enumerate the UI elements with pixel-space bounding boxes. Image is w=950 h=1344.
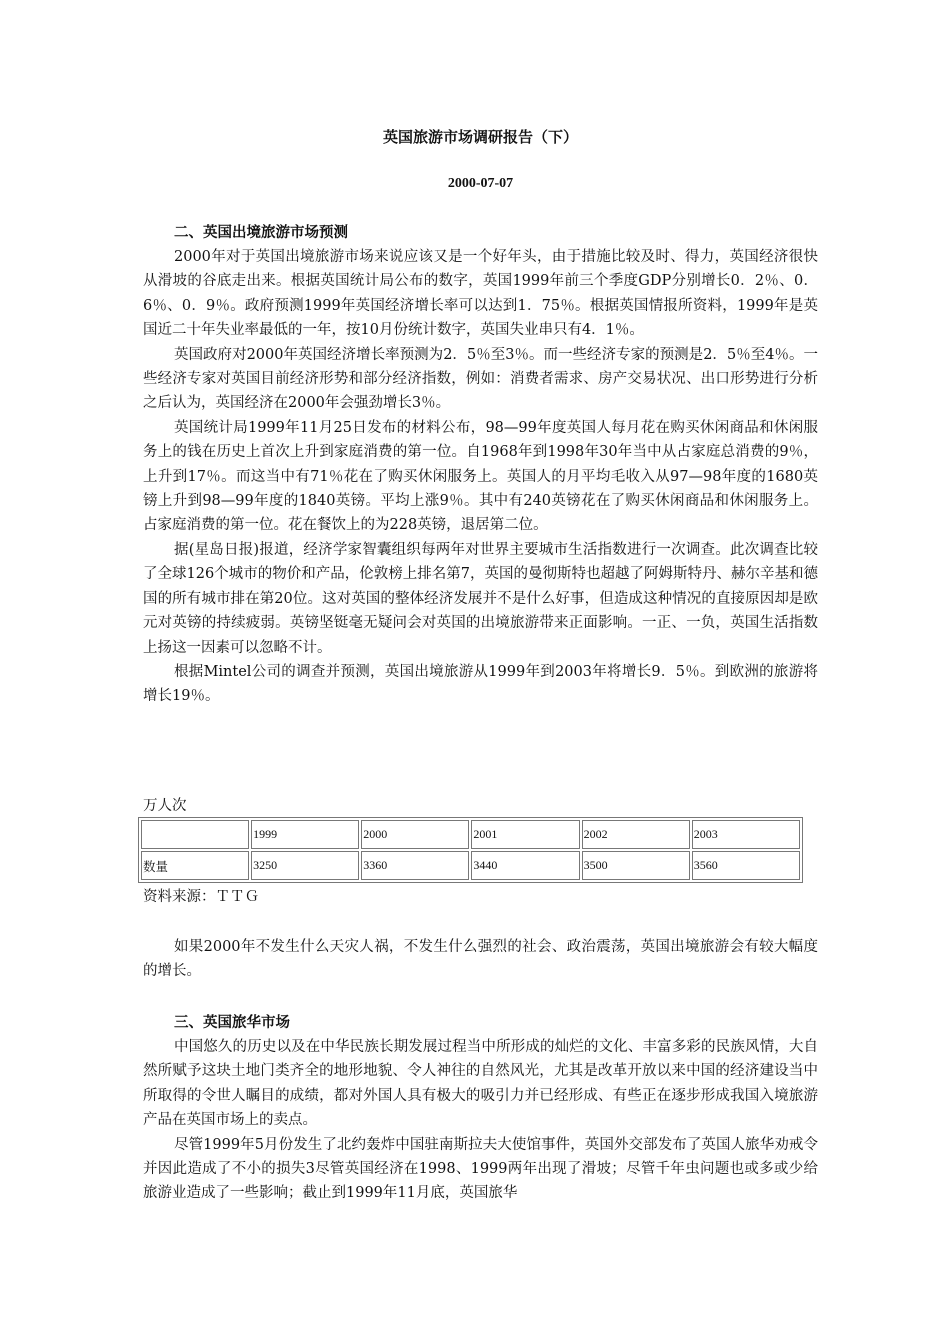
section-3-heading: 三、英国旅华市场: [174, 1014, 290, 1031]
table-header-row: [141, 820, 800, 849]
section-2-heading: 二、英国出境旅游市场预测: [174, 224, 348, 241]
table-cell: 2002: [582, 820, 690, 849]
table-cell: 3250: [251, 851, 359, 880]
table-source: 资料来源：ＴＴＧ: [143, 889, 259, 905]
outbound-forecast-table: [138, 817, 803, 883]
table-cell: 3440: [471, 851, 579, 880]
paragraph: 根据Mintel公司的调查并预测，英国出境旅游从1999年到2003年将增长9．5％。到欧洲的旅游将增长19％。: [143, 663, 818, 705]
document-title: 英国旅游市场调研报告（下）: [382, 128, 578, 146]
table-cell: [141, 820, 249, 849]
paragraph: 中国悠久的历史以及在中华民族长期发展过程当中所形成的灿烂的文化、丰富多彩的民族风情，大自然所赋予这块土地门类齐全的地形地貌、令人神往的自然风光，尤其是改革开放以来中国的经济建设当中所取得的令世人瞩目的成绩，都对外国人具有极大的吸引力并已经形成、有些正在逐步形成我国入境旅游产品在英国市场上的卖点。: [143, 1039, 818, 1129]
paragraph: 英国政府对2000年英国经济增长率预测为2．5％至3％。而一些经济专家的预测是2．5％至4％。一些经济专家对英国目前经济形势和部分经济指数，例如：消费者需求、房产交易状况、出口形势进行分析之后认为，英国经济在2000年会强劲增长3％。: [143, 346, 818, 412]
document-date: 2000-07-07: [447, 176, 514, 191]
paragraph: 英国统计局1999年11月25日发布的材料公布，98—99年度英国人每月花在购买休闲商品和休闲服务上的钱在历史上首次上升到家庭消费的第一位。自1968年到1998年30年当中从占家庭总消费的9％，上升到17％。而这当中有71％花在了购买休闲服务上。英国人的月平均毛收入从97—98年度的1680英镑上升到98—99年度的1840英镑。平均上涨9％。其中有240英镑花在了购买休闲商品和休闲服务上。占家庭消费的第一位。花在餐饮上的为228英镑，退居第二位。: [143, 419, 818, 534]
paragraph: 尽管1999年5月份发生了北约轰炸中国驻南斯拉夫大使馆事件，英国外交部发布了英国人旅华劝戒令并因此造成了不小的损失3尽管英国经济在1998、1999两年出现了滑坡；尽管千年虫问题也或多或少给旅游业造成了一些影响；截止到1999年11月底，英国旅华: [143, 1136, 818, 1202]
table-cell: 3560: [692, 851, 800, 880]
paragraph: 如果2000年不发生什么天灾人祸，不发生什么强烈的社会、政治震荡，英国出境旅游会有较大幅度的增长。: [143, 939, 818, 980]
table-cell: 1999: [251, 820, 359, 849]
paragraph: 据(星岛日报)报道，经济学家智囊组织每两年对世界主要城市生活指数进行一次调查。此次调查比较了全球126个城市的物价和产品，伦敦榜上排名第7，英国的曼彻斯特也超越了阿姆斯特丹、赫尔辛基和德国的所有城市排在第20位。这对英国的整体经济发展并不是什么好事，但造成这种情况的直接原因却是欧元对英镑的持续疲弱。英镑坚铤毫无疑问会对英国的出境旅游带来正面影响。一正、一负，英国生活指数上扬这一因素可以忽略不计。: [143, 541, 818, 656]
section-2: [143, 221, 818, 709]
table-row: [141, 851, 800, 880]
table-cell: 2003: [692, 820, 800, 849]
paragraph: 2000年对于英国出境旅游市场来说应该又是一个好年头，由于措施比较及时、得力，英国经济很快从滑坡的谷底走出来。根据英国统计局公布的数字，英国1999年前三个季度GDP分别增长0．2％、0．6％、0．9％。政府预测1999年英国经济增长率可以达到1．75％。根据英国情报所资料，1999年是英国近二十年失业率最低的一年，按10月份统计数字，英国失业串只有4．1％。: [143, 249, 818, 339]
table-cell: 数量: [141, 851, 249, 880]
table-cell: 2001: [471, 820, 579, 849]
after-table-block: [143, 935, 818, 984]
section-3: [143, 1011, 818, 1206]
table-cell: 3500: [582, 851, 690, 880]
table-cell: 2000: [361, 820, 469, 849]
table-unit-label: 万人次: [143, 798, 187, 814]
table-cell: 3360: [361, 851, 469, 880]
